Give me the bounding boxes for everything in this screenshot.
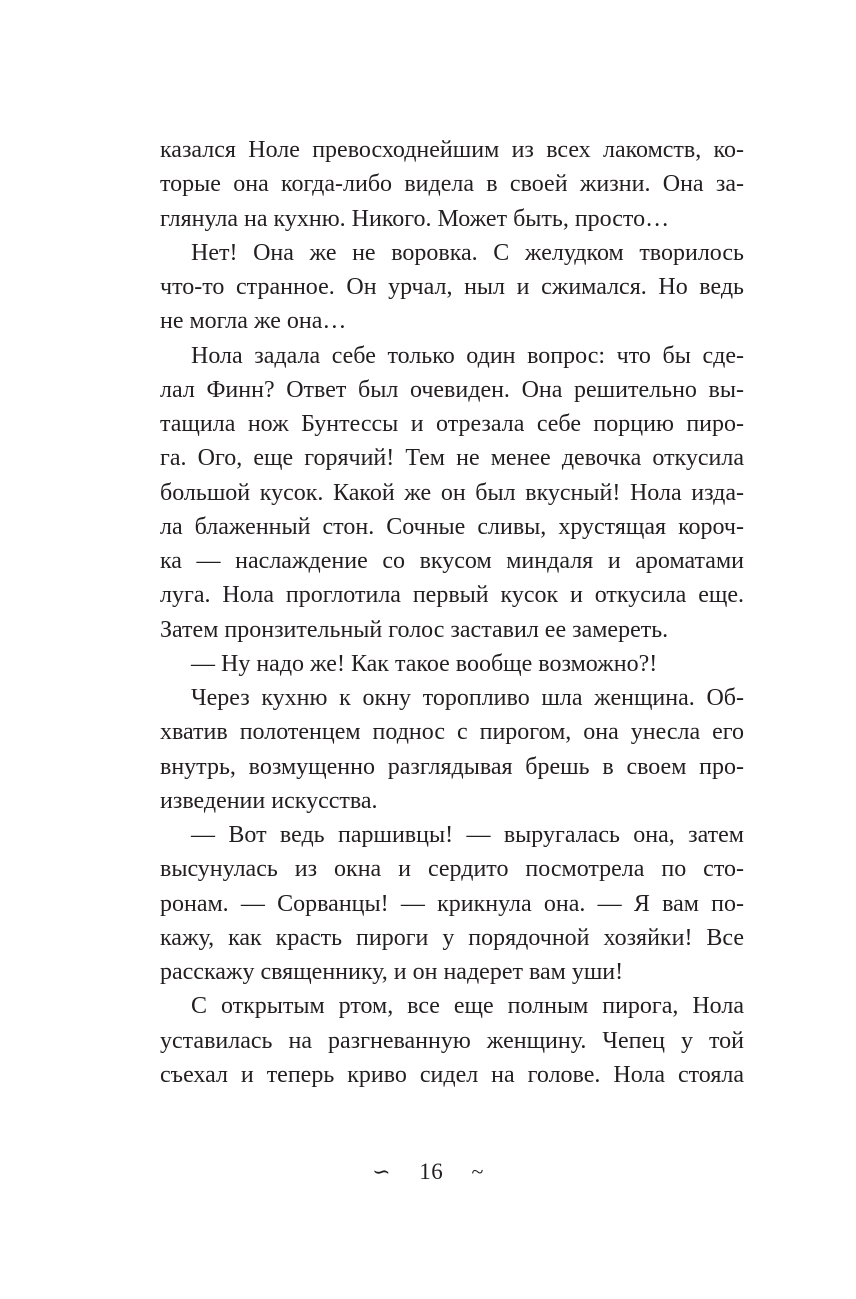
left-ornament: ∽ [372,1159,392,1184]
text-line: съехал и теперь криво сидел на голове. Нола стояла [160,1061,744,1088]
text-line: внутрь, возмущенно разглядывая брешь в своем про- [160,753,744,780]
text-line: лал Финн? Ответ был очевиден. Она решительно вы- [160,376,744,403]
body-text [160,133,744,1092]
text-line: большой кусок. Какой же он был вкусный! Нола изда- [160,479,744,506]
text-line: высунулась из окна и сердито посмотрела по сто- [160,856,744,883]
text-line: га. Ого, еще горячий! Тем не менее девочка откусила [160,445,744,472]
text-line: торые она когда-либо видела в своей жизни. Она за- [160,171,744,198]
text-line: С открытым ртом, все еще полным пирога, Нола [191,993,744,1020]
text-line: изведении искусства. [160,787,378,814]
text-line: что-то странное. Он урчал, ныл и сжимался. Но ведь [160,274,744,300]
text-line: ла блаженный стон. Сочные сливы, хрустящая короч- [160,513,744,540]
text-line: Нола задала себе только один вопрос: что бы сде- [191,342,744,369]
text-line: Затем пронзительный голос заставил ее замереть. [160,616,669,643]
text-line: глянула на кухню. Никого. Может быть, просто… [160,205,670,232]
text-line: не могла же она… [160,308,347,335]
text-line: тащила нож Бунтессы и отрезала себе порцию пиро- [160,411,744,437]
text-line: Через кухню к окну торопливо шла женщина. Об- [191,685,744,711]
right-ornament: ~ [471,1159,484,1184]
text-line: Нет! Она же не воровка. С желудком творилось [191,239,744,266]
text-line: хватив полотенцем поднос с пирогом, она унесла его [160,719,744,746]
text-line: расскажу священнику, и он надерет вам уши! [160,959,624,985]
text-line: — Ну надо же! Как такое вообще возможно?! [191,650,658,677]
text-line: ка — наслаждение со вкусом миндаля и ароматами [160,548,744,574]
text-line: уставилась на разгневанную женщину. Чепец у той [160,1027,744,1054]
text-line: ронам. — Сорванцы! — крикнула она. — Я вам по- [160,890,744,917]
text-line: кажу, как красть пироги у порядочной хозяйки! Все [160,924,744,951]
text-line: — Вот ведь паршивцы! — выругалась она, затем [191,822,744,848]
page-footer [0,1155,856,1189]
text-line: казался Ноле превосходнейшим из всех лакомств, ко- [160,137,744,163]
text-line: луга. Нола проглотила первый кусок и откусила еще. [160,582,744,609]
page-number: 16 [419,1159,444,1184]
